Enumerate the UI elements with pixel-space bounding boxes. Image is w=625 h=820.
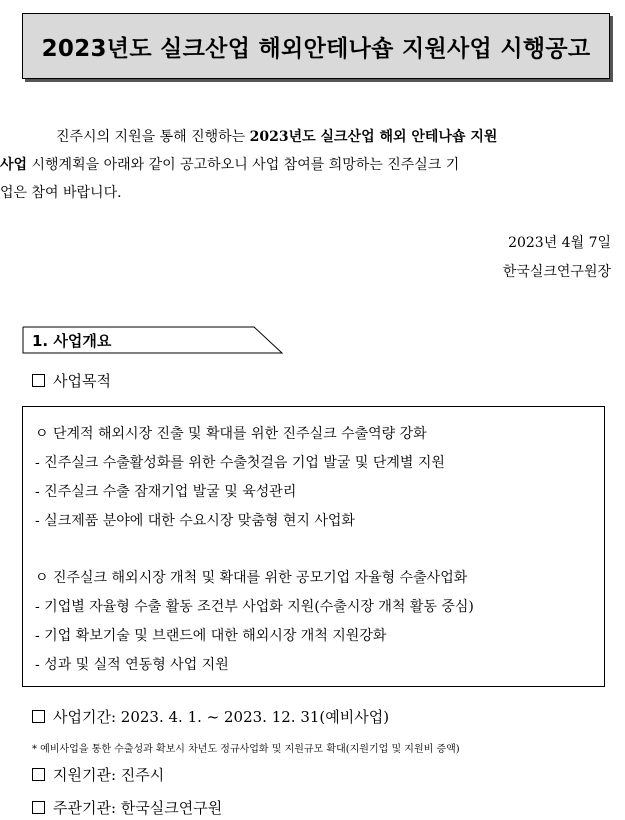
period-item [32, 706, 389, 727]
purpose-line: - 기업별 자율형 수출 활동 조건부 사업화 지원(수출시장 개척 활동 중심) [35, 599, 474, 615]
support-org-item [32, 764, 164, 785]
checkbox-icon [32, 710, 45, 723]
checkbox-icon [32, 768, 45, 781]
support-org-text: 지원기관: 진주시 [53, 766, 165, 784]
intro-text-2: 시행계획을 아래와 같이 공고하오니 사업 참여를 희망하는 진주실크 기 [27, 157, 460, 173]
intro-text-1: 진주시의 지원을 통해 진행하는 [56, 129, 250, 145]
purpose-line: - 성과 및 실적 연동형 사업 지원 [35, 657, 229, 673]
purpose-line: - 실크제품 분야에 대한 수요시장 맞춤형 현지 사업화 [35, 513, 355, 529]
announcement-date: 2023년 4월 7일 [508, 235, 611, 251]
purpose-label: 사업목적 [53, 372, 111, 390]
purpose-line: - 진주실크 수출 잠재기업 발굴 및 육성관리 [35, 484, 297, 500]
purpose-line: - 진주실크 수출활성화를 위한 수출첫걸음 기업 발굴 및 단계별 지원 [35, 455, 445, 471]
purpose-box [22, 406, 605, 687]
intro-text-3: 업은 참여 바랍니다. [0, 185, 122, 201]
host-org-text: 주관기관: 한국실크연구원 [53, 799, 223, 817]
section-heading [22, 326, 282, 354]
checkbox-icon [32, 374, 45, 387]
purpose-item [32, 370, 111, 391]
period-text: 사업기간: 2023. 4. 1. ~ 2023. 12. 31(예비사업) [53, 708, 390, 726]
purpose-line: ㅇ 진주실크 해외시장 개척 및 확대를 위한 공모기업 자율형 수출사업화 [35, 570, 468, 586]
purpose-line: ㅇ 단계적 해외시장 진출 및 확대를 위한 진주실크 수출역량 강화 [35, 426, 427, 442]
purpose-line: - 기업 확보기술 및 브랜드에 대한 해외시장 개척 지원강화 [35, 628, 387, 644]
checkbox-icon [32, 801, 45, 814]
period-note: * 예비사업을 통한 수출성과 확보시 차년도 정규사업화 및 지원규모 확대(지원기업 및 지원비 증액) [32, 744, 460, 755]
host-org-item [32, 797, 222, 818]
intro-paragraph [0, 123, 610, 207]
title-box [22, 13, 610, 79]
intro-bold-1: 2023년도 실크산업 해외 안테나숍 지원 [249, 129, 498, 145]
section-title: 1. 사업개요 [32, 332, 112, 350]
page-title: 2023년도 실크산업 해외안테나숍 지원사업 시행공고 [41, 35, 591, 62]
announcing-org: 한국실크연구원장 [502, 264, 611, 280]
intro-bold-2: 사업 [0, 157, 28, 173]
